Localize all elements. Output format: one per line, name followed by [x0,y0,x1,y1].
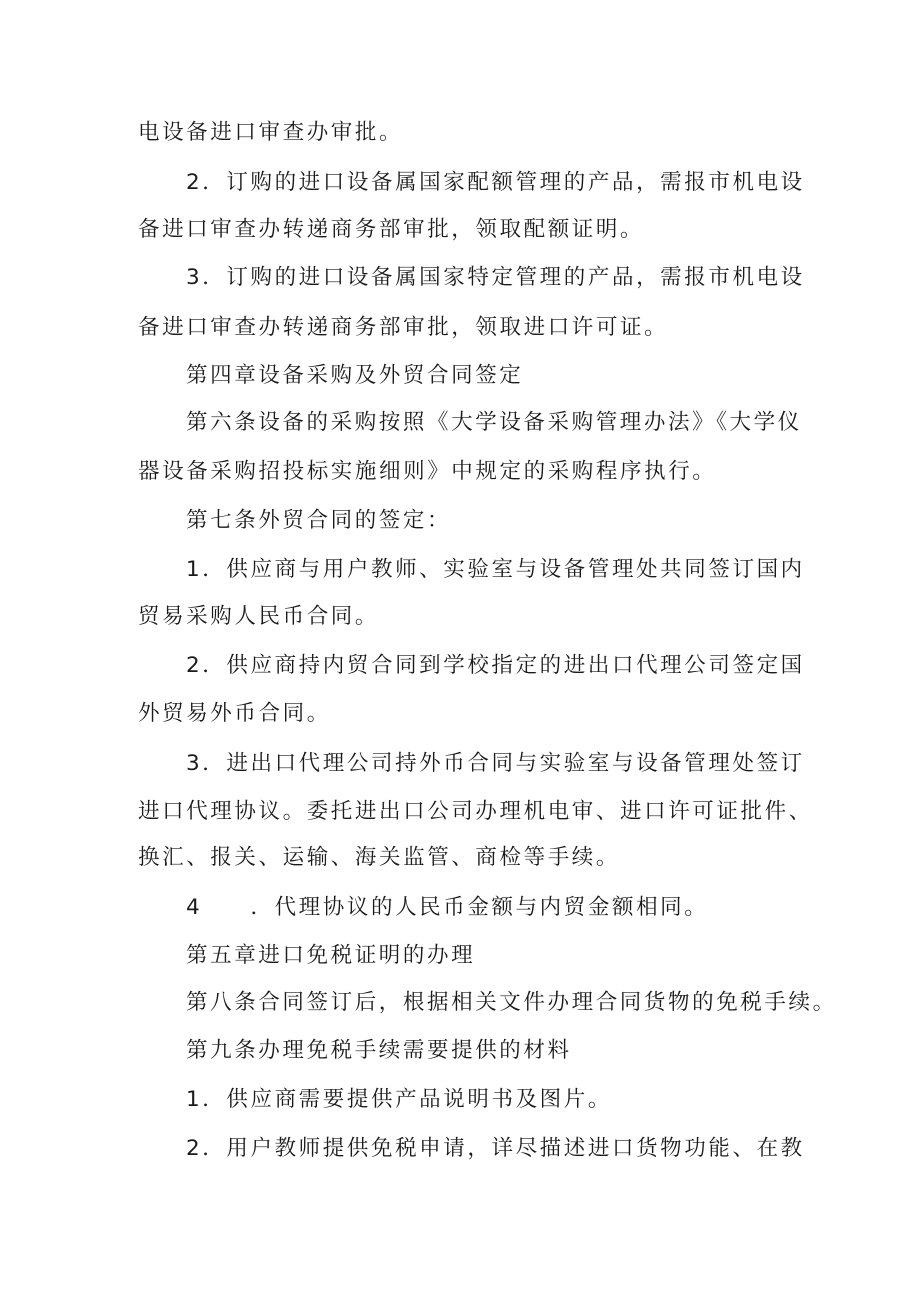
text-line: 器设备采购招投标实施细则》中规定的采购程序执行。 [138,459,717,484]
text-line: 备进口审查办转递商务部审批，领取进口许可证。 [138,315,669,340]
text-line: 第九条办理免税手续需要提供的材料 [186,1038,572,1063]
text-line: 1．供应商需要提供产品说明书及图片。 [186,1087,612,1112]
text-line: 4 ．代理协议的人民币金额与内贸金额相同。 [186,895,709,920]
chapter-heading: 第四章设备采购及外贸合同签定 [186,363,524,388]
text-line: 3．进出口代理公司持外币合同与实验室与设备管理处签订 [186,751,805,776]
chapter-heading: 第五章进口免税证明的办理 [186,943,476,968]
text-line: 第六条设备的采购按照《大学设备采购管理办法》《大学仪 [186,410,802,435]
text-line: 备进口审查办转递商务部审批，领取配额证明。 [138,217,645,242]
text-line: 2．用户教师提供免税申请，详尽描述进口货物功能、在教 [186,1136,805,1161]
text-line: 外贸易外币合同。 [138,701,331,726]
text-line: 第七条外贸合同的签定： [186,508,452,533]
text-line: 进口代理协议。委托进出口公司办理机电审、进口许可证批件、 [138,799,813,824]
text-line: 第八条合同签订后，根据相关文件办理合同货物的免税手续。 [186,990,837,1015]
text-line: 贸易采购人民币合同。 [138,604,380,629]
text-line: 3．订购的进口设备属国家特定管理的产品，需报市机电设 [186,265,805,290]
text-line: 2．供应商持内贸合同到学校指定的进出口代理公司签定国 [186,653,805,678]
text-line: 2．订购的进口设备属国家配额管理的产品，需报市机电设 [186,170,805,195]
text-line: 1．供应商与用户教师、实验室与设备管理处共同签订国内 [186,557,805,582]
text-line: 换汇、报关、运输、海关监管、商检等手续。 [138,845,621,870]
text-line: 电设备进口审查办审批。 [138,120,404,145]
